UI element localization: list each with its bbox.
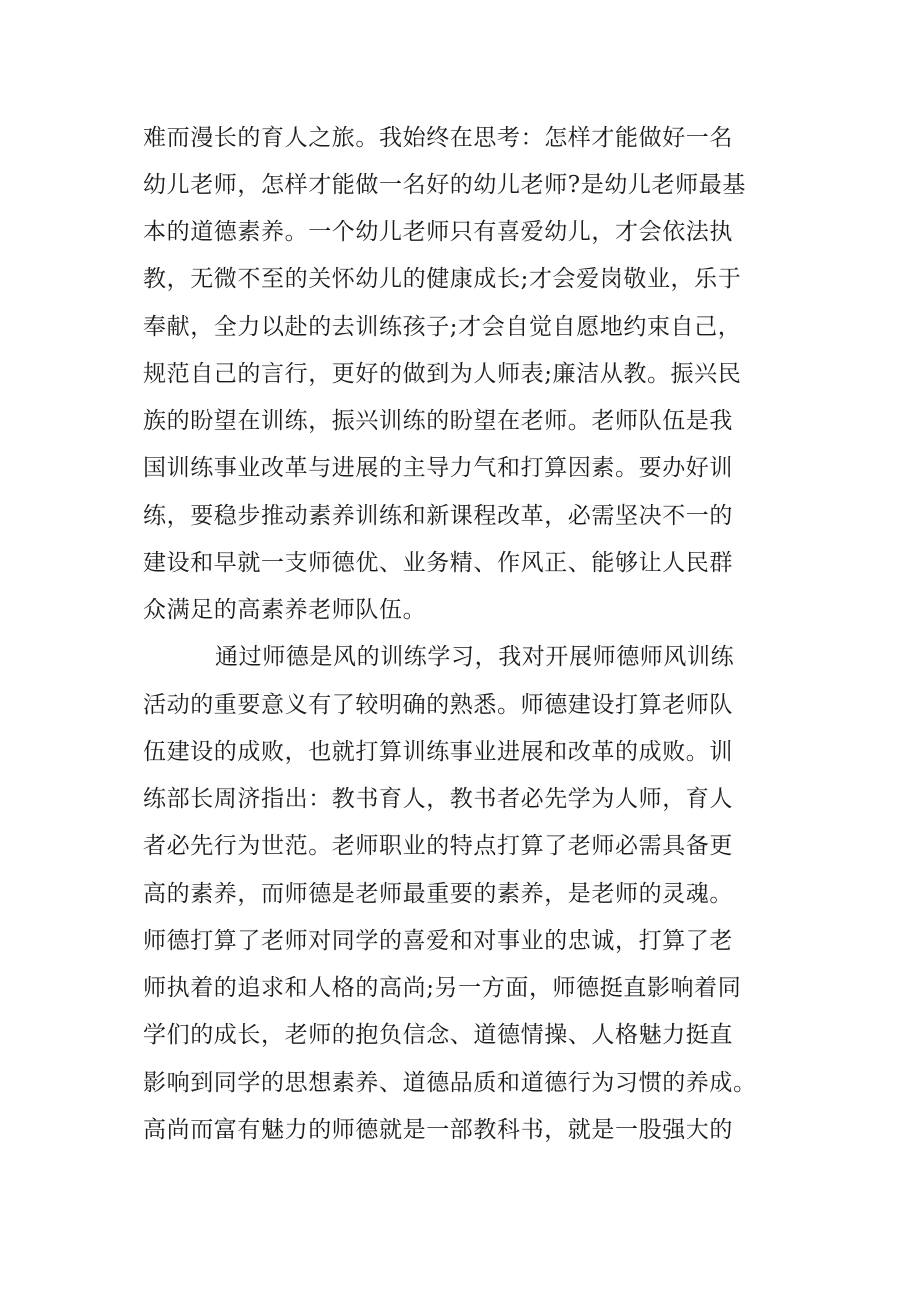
text-line: 学们的成长，老师的抱负信念、道德情操、人格魅力挺直 <box>143 1022 733 1048</box>
text-line: 影响到同学的思想素养、道德品质和道德行为习惯的养成。 <box>143 1070 757 1096</box>
text-line: 者必先行为世范。老师职业的特点打算了老师必需具备更 <box>143 833 733 859</box>
text-line: 国训练事业改革与进展的主导力气和打算因素。要办好训 <box>143 455 733 481</box>
text-line: 师德打算了老师对同学的喜爱和对事业的忠诚，打算了老 <box>143 928 733 954</box>
text-line: 幼儿老师，怎样才能做一名好的幼儿老师?是幼儿老师最基 <box>143 172 746 198</box>
text-line: 难而漫长的育人之旅。我始终在思考：怎样才能做好一名 <box>143 125 733 151</box>
text-line: 本的道德素养。一个幼儿老师只有喜爱幼儿，才会依法执 <box>143 219 733 245</box>
paragraph-first-line: 通过师德是风的训练学习，我对开展师德师风训练 <box>215 644 735 670</box>
text-line: 伍建设的成败，也就打算训练事业进展和改革的成败。训 <box>143 739 733 765</box>
text-line: 练，要稳步推动素养训练和新课程改革，必需坚决不一的 <box>143 503 733 529</box>
text-line: 族的盼望在训练，振兴训练的盼望在老师。老师队伍是我 <box>143 408 733 434</box>
text-line: 师执着的追求和人格的高尚;另一方面，师德挺直影响着同 <box>143 975 742 1001</box>
text-line: 众满足的高素养老师队伍。 <box>143 597 427 623</box>
text-line: 活动的重要意义有了较明确的熟悉。师德建设打算老师队 <box>143 692 733 718</box>
text-line: 教，无微不至的关怀幼儿的健康成长;才会爱岗敬业，乐于 <box>143 266 742 292</box>
text-line: 奉献，全力以赴的去训练孩子;才会自觉自愿地约束自己， <box>143 314 742 340</box>
text-line: 建设和早就一支师德优、业务精、作风正、能够让人民群 <box>143 550 733 576</box>
text-line: 练部长周济指出：教书育人，教书者必先学为人师，育人 <box>143 786 733 812</box>
text-line: 规范自己的言行，更好的做到为人师表;廉洁从教。振兴民 <box>143 361 742 387</box>
text-line: 高的素养，而师德是老师最重要的素养，是老师的灵魂。 <box>143 881 733 907</box>
text-line: 高尚而富有魅力的师德就是一部教科书，就是一股强大的 <box>143 1117 733 1143</box>
